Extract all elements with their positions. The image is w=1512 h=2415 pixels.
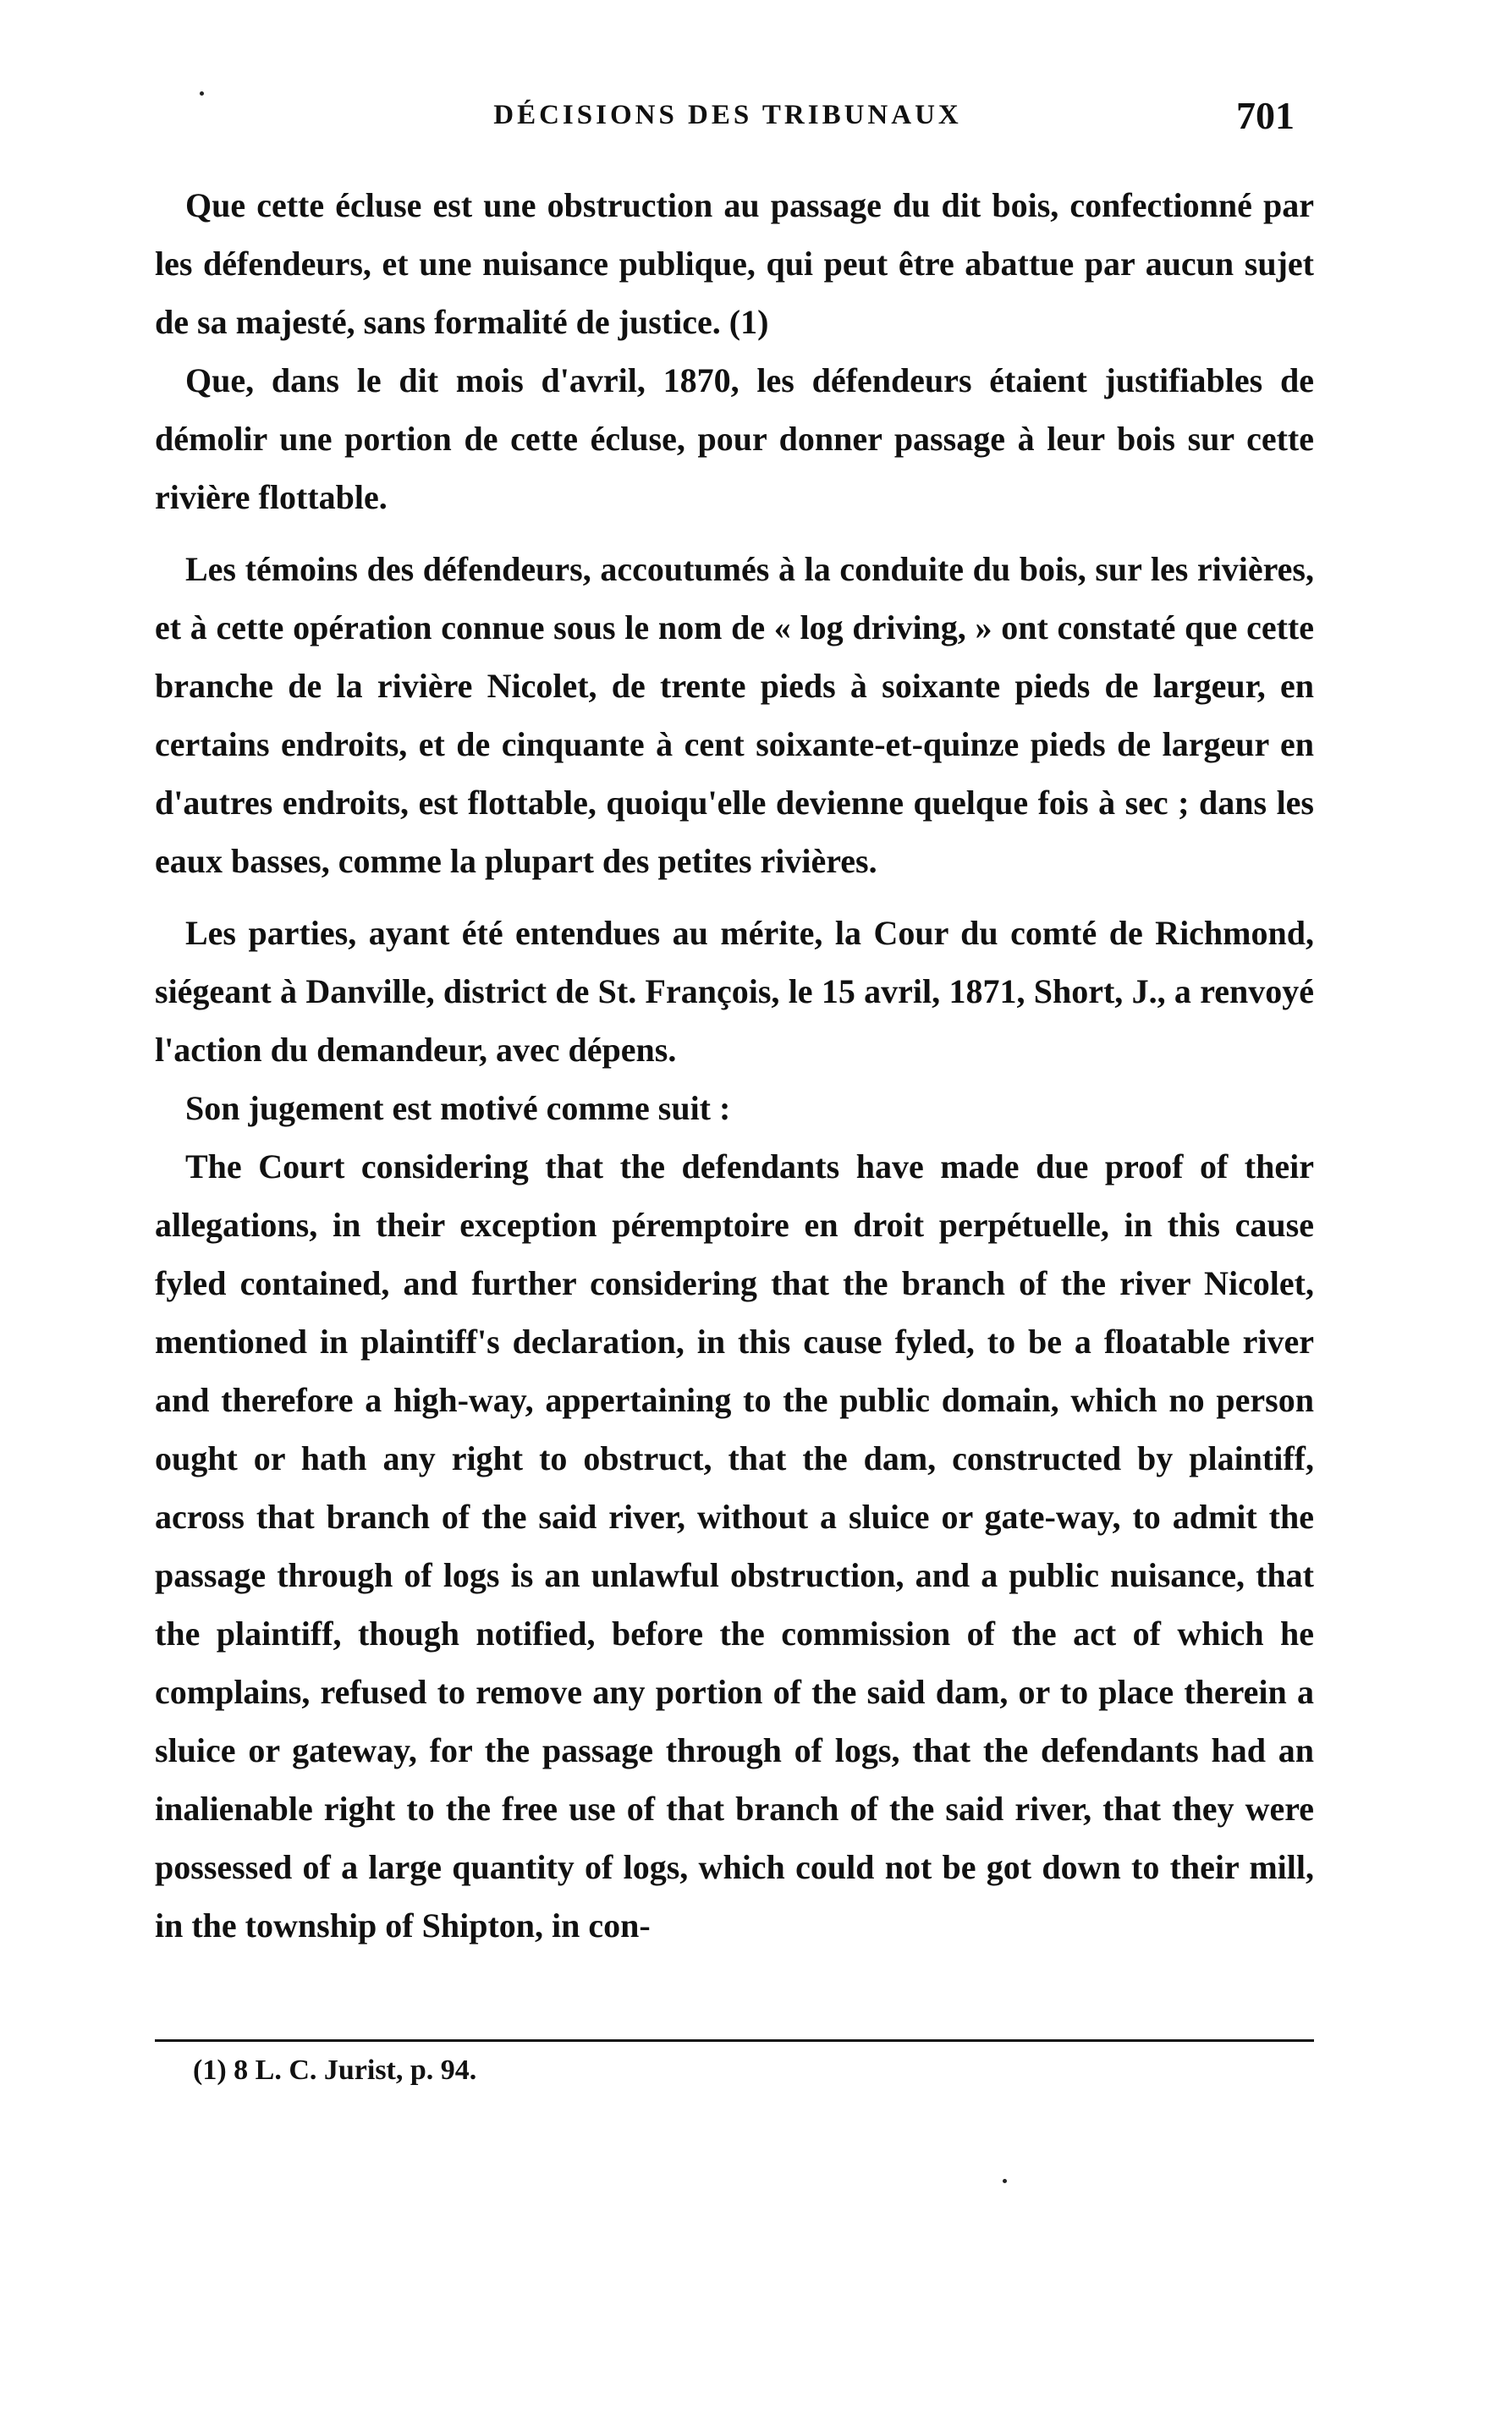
- running-header-title: DÉCISIONS DES TRIBUNAUX: [493, 100, 962, 130]
- body-text: [155, 176, 1314, 1955]
- paragraph-judgment-intro: Son jugement est motivé comme suit :: [185, 1089, 731, 1127]
- page-number: 701: [1236, 94, 1295, 137]
- ink-speck: [1003, 2179, 1007, 2183]
- footnote-divider: [155, 2039, 1314, 2042]
- paragraph-court-ruling: Les parties, ayant été entendues au mérite, la Cour du comté de Richmond, siégeant à Danville, district de St. François, le 15 avril, 1871, Short, J., a renvoyé l'action du demandeur, avec dépens.: [155, 914, 1314, 1069]
- running-header: [161, 93, 1295, 144]
- paragraph-witness-testimony: Les témoins des défendeurs, accoutumés à la conduite du bois, sur les rivières, et à cette opération connue sous le nom de « log driving, » ont constaté que cette branche de la rivière Nicolet, de trente pieds à soixante pieds de largeur, en certains endroits, et de cinquante à cent soixante-et-quinze pieds de largeur en d'autres endroits, est flottable, quoiqu'elle devienne quelque fois à sec ; dans les eaux basses, comme la plupart des petites rivières.: [155, 550, 1314, 880]
- paragraph-court-considering: The Court considering that the defendants have made due proof of their allegations, in their exception péremptoire en droit perpétuelle, in this cause fyled contained, and further considering that the branch of the river Nicolet, mentioned in plaintiff's declaration, in this cause fyled, to be a floatable river and therefore a high-way, appertaining to the public domain, which no person ought or hath any right to obstruct, that the dam, constructed by plaintiff, across that branch of the said river, without a sluice or gate-way, to admit the passage through of logs is an unlawful obstruction, and a public nuisance, that the plaintiff, though notified, before the commission of the act of which he complains, refused to remove any portion of the said dam, or to place therein a sluice or gateway, for the passage through of logs, that the defendants had an inalienable right to the free use of that branch of the said river, that they were possessed of a large quantity of logs, which could not be got down to their mill, in the township of Shipton, in con-: [155, 1147, 1314, 1945]
- paragraph-demolition-justified: Que, dans le dit mois d'avril, 1870, les défendeurs étaient justifiables de démolir une portion de cette écluse, pour donner passage à leur bois sur cette rivière flottable.: [155, 361, 1314, 516]
- footnote: (1) 8 L. C. Jurist, p. 94.: [193, 2055, 477, 2086]
- paragraph-ecluse-obstruction: Que cette écluse est une obstruction au passage du dit bois, confectionné par les défendeurs, et une nuisance publique, qui peut être abattue par aucun sujet de sa majesté, sans formalité de justice. (1): [155, 186, 1314, 341]
